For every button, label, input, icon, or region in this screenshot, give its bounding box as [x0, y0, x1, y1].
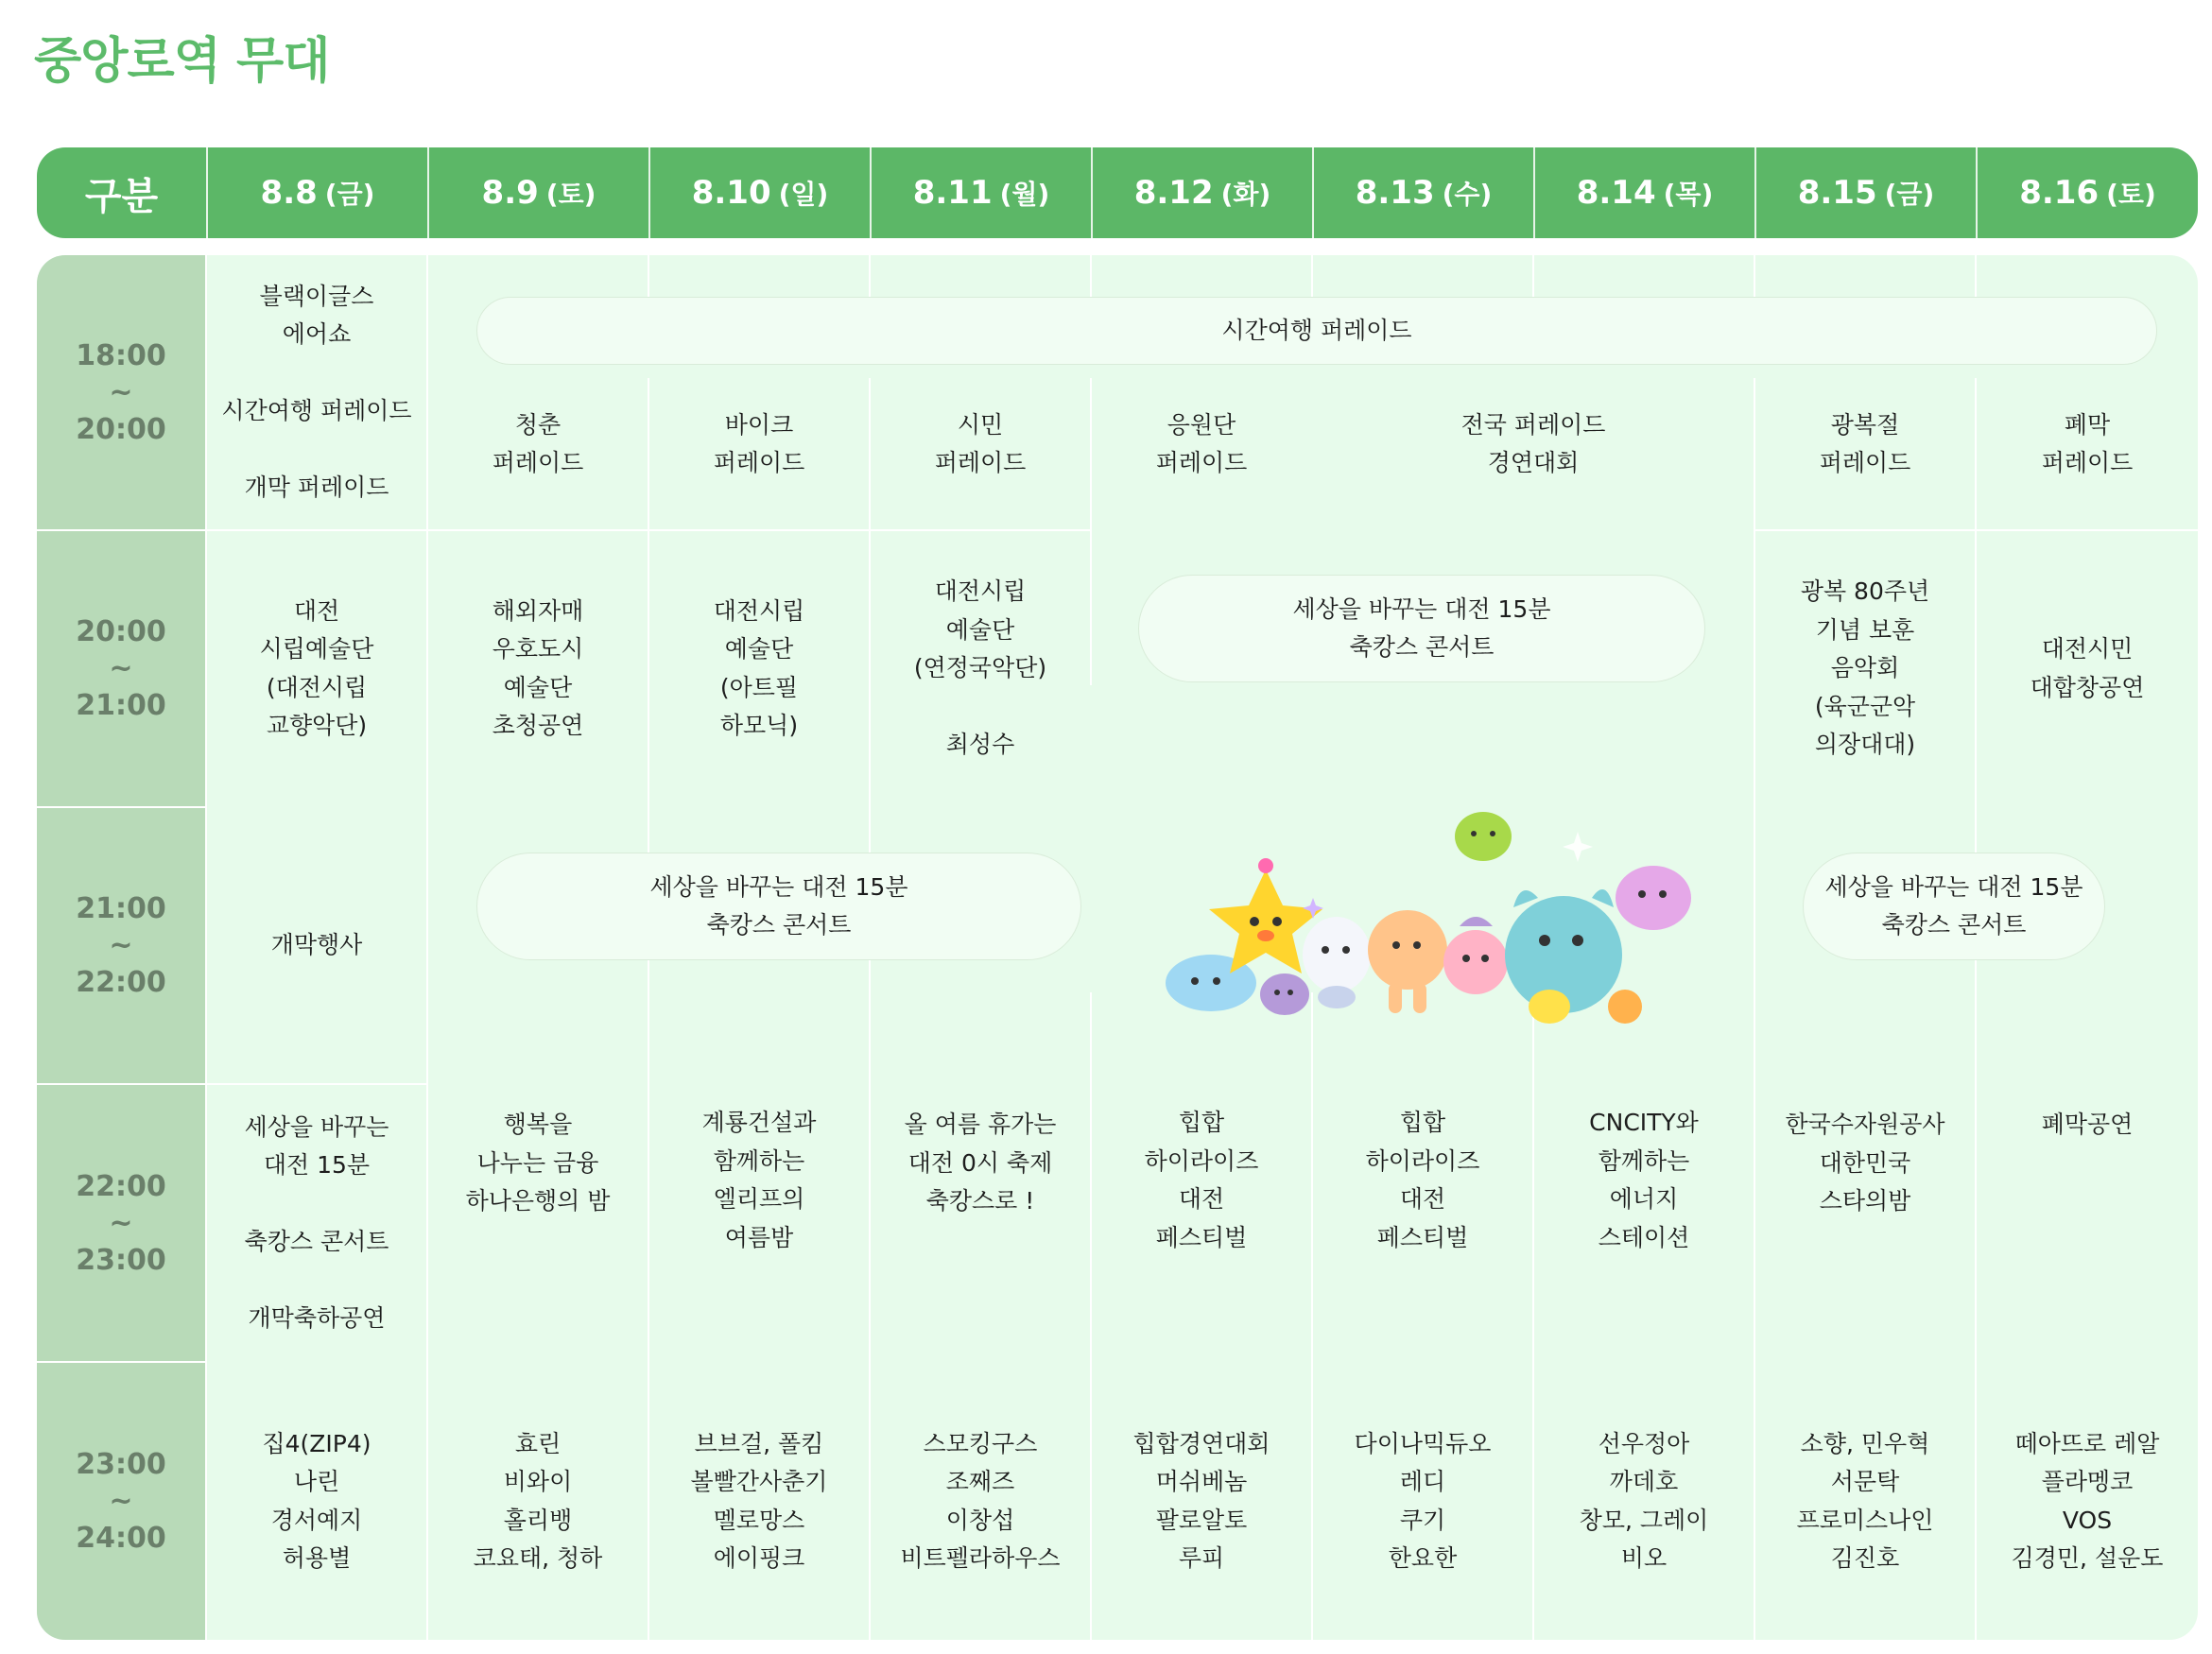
time-end: 24:00 — [76, 1522, 166, 1555]
time-end: 21:00 — [76, 689, 166, 722]
event-0811-2000 — [871, 531, 1090, 806]
header-date-0816 — [1976, 147, 2198, 238]
event-line: 나누는 금융 — [476, 1148, 599, 1177]
banner-label: 세상을 바꾸는 대전 15분 — [1824, 872, 2083, 901]
time-slot-2200-2300 — [37, 1085, 205, 1361]
date-label: 8.16 — [2019, 174, 2100, 212]
schedule-header — [37, 147, 2198, 238]
header-date-0809 — [427, 147, 648, 238]
event-line: 여름밤 — [724, 1223, 794, 1251]
date-label: 8.14 — [1576, 174, 1656, 212]
event-line: 쿠기 — [1399, 1506, 1446, 1534]
event-line: 하나은행의 밤 — [465, 1187, 611, 1215]
event-0814-2300 — [1534, 1363, 1754, 1640]
event-0810-2000 — [649, 531, 869, 806]
event-line: 까데호 — [1609, 1468, 1679, 1495]
event-line: 의장대대) — [1814, 731, 1916, 759]
event-line: 스테이션 — [1598, 1223, 1690, 1251]
time-end: 22:00 — [76, 966, 166, 999]
event-0810-2300 — [649, 1363, 869, 1640]
event-line: 페스티벌 — [1155, 1223, 1248, 1251]
event-line: 대전 — [1178, 1185, 1225, 1213]
header-date-0808 — [206, 147, 427, 238]
event-0811-2300 — [871, 1363, 1090, 1640]
page-title: 중앙로역 무대 — [34, 33, 330, 90]
time-sep: ~ — [109, 652, 133, 685]
weekday-label: (토) — [545, 179, 596, 210]
banner-label: 축캉스 콘서트 — [706, 911, 852, 939]
event-line: 우호도시 — [492, 635, 584, 663]
event-line: 집4(ZIP4) — [262, 1429, 372, 1457]
event-line: 시립예술단 — [259, 635, 374, 663]
event-line: 바이크 — [724, 410, 794, 439]
time-travel-parade-banner — [476, 297, 2157, 365]
event-line: 퍼레이드 — [934, 449, 1027, 476]
event-line: 기념 보훈 — [1815, 615, 1915, 644]
time-end: 20:00 — [76, 412, 166, 446]
event-line: 퍼레이드 — [1819, 449, 1911, 476]
event-line: 개막행사 — [270, 931, 363, 959]
event-line: 초청공연 — [492, 712, 584, 739]
event-line: 한국수자원공사 — [1785, 1111, 1945, 1138]
event-0809-2000 — [428, 531, 648, 806]
time-end: 23:00 — [76, 1243, 166, 1277]
event-0809-2300 — [428, 1363, 648, 1640]
event-0808-2300 — [207, 1363, 426, 1640]
event-0809-2200 — [428, 1106, 648, 1295]
event-line: 전국 퍼레이드 — [1460, 410, 1606, 439]
event-line: 힙합경연대회 — [1132, 1429, 1270, 1457]
header-date-0812 — [1091, 147, 1312, 238]
time-sep: ~ — [109, 929, 133, 962]
event-0812-2200 — [1092, 1104, 1311, 1293]
event-line: 멜로망스 — [713, 1506, 805, 1534]
event-0815-1800 — [1755, 388, 1975, 501]
event-0815-2300 — [1755, 1363, 1975, 1640]
time-sep: ~ — [109, 1485, 133, 1518]
event-line: 비오 — [1620, 1544, 1668, 1572]
event-line: 계룡건설과 — [701, 1109, 817, 1136]
event-line: 한요한 — [1388, 1544, 1458, 1572]
banner-label: 세상을 바꾸는 대전 15분 — [649, 872, 908, 901]
event-line: 김진호 — [1830, 1544, 1900, 1572]
event-line: 나린 — [293, 1468, 340, 1495]
event-line: 대전 — [293, 596, 340, 625]
date-label: 8.15 — [1797, 174, 1877, 212]
event-line: 최성수 — [945, 731, 1015, 759]
event-line-gap — [245, 1185, 389, 1224]
event-line: VOS — [2062, 1506, 2113, 1534]
event-0810-2200 — [649, 1104, 869, 1293]
event-line: 힙합 — [1399, 1109, 1446, 1136]
event-line: 음악회 — [1830, 654, 1900, 682]
event-0810-1800 — [649, 388, 869, 501]
header-date-0813 — [1312, 147, 1533, 238]
event-line: 예술단 — [945, 615, 1015, 644]
event-line-gap — [914, 688, 1046, 727]
date-label: 8.8 — [260, 174, 318, 212]
event-line: 대전시민 — [2041, 635, 2134, 663]
event-line: 응원단 — [1166, 410, 1236, 439]
event-line: 교향악단) — [266, 712, 368, 739]
event-line: 효린 — [514, 1429, 562, 1457]
event-line: 하모닉) — [719, 712, 799, 739]
event-line: 서문탁 — [1830, 1468, 1900, 1495]
event-line: 대전시립 — [934, 577, 1027, 606]
event-line: 대한민국 — [1819, 1148, 1911, 1177]
event-line: 대전 0시 축제 — [907, 1148, 1053, 1177]
event-0815-2200 — [1755, 1106, 1975, 1295]
event-line: 비와이 — [503, 1468, 573, 1495]
event-line-gap — [221, 354, 411, 393]
event-line: 페스티벌 — [1376, 1223, 1469, 1251]
banner-label: 축캉스 콘서트 — [1881, 911, 2027, 939]
event-line: 팔로알토 — [1155, 1506, 1248, 1534]
event-line: 블랙이글스 — [259, 282, 374, 310]
event-line: 홀리뱅 — [503, 1506, 573, 1534]
event-line: 개막 퍼레이드 — [244, 474, 389, 501]
event-line: 개막축하공연 — [248, 1304, 386, 1332]
event-line: 에어쇼 — [282, 320, 352, 348]
event-line: 프로미스나인 — [1796, 1506, 1934, 1534]
event-0814-2200 — [1534, 1104, 1754, 1293]
event-line: 행복을 — [503, 1111, 573, 1138]
event-line: 대전시립 — [713, 596, 805, 625]
time-start: 20:00 — [76, 615, 166, 648]
event-line: 플라멩코 — [2041, 1468, 2134, 1495]
weekday-label: (금) — [324, 179, 375, 210]
event-0813-2200 — [1313, 1104, 1532, 1293]
event-0812-2300 — [1092, 1363, 1311, 1640]
event-line: 퍼레이드 — [492, 449, 584, 476]
event-line: 대전 15분 — [263, 1151, 371, 1179]
time-sep: ~ — [109, 1206, 133, 1240]
time-start: 22:00 — [76, 1169, 166, 1203]
header-date-0814 — [1533, 147, 1754, 238]
event-0812-1800 — [1092, 388, 1311, 501]
event-line: (대전시립 — [266, 673, 368, 701]
event-line: 루피 — [1178, 1544, 1225, 1572]
event-0813-0814-1800 — [1313, 388, 1754, 501]
date-label: 8.9 — [481, 174, 539, 212]
event-line: 청춘 — [514, 410, 562, 439]
event-line: 이창섭 — [945, 1506, 1015, 1534]
event-line: 다이나믹듀오 — [1354, 1429, 1492, 1457]
event-line: 브브걸, 폴킴 — [694, 1429, 824, 1457]
event-line: 올 여름 휴가는 — [904, 1111, 1057, 1138]
event-line: 엘리프의 — [713, 1185, 805, 1213]
concert-banner-0812-0814 — [1138, 575, 1705, 682]
event-line: 축캉스로 ! — [925, 1187, 1035, 1215]
header-date-0815 — [1754, 147, 1976, 238]
event-line: 떼아뜨로 레알 — [2014, 1429, 2160, 1457]
event-line: 대전 — [1399, 1185, 1446, 1213]
event-line: 하이라이즈 — [1144, 1146, 1259, 1175]
event-line: 축캉스 콘서트 — [244, 1228, 389, 1255]
weekday-label: (금) — [1884, 179, 1935, 210]
concert-banner-0809-0811 — [476, 853, 1081, 960]
event-line: 선우정아 — [1598, 1429, 1690, 1457]
event-line: (아트필 — [719, 673, 799, 701]
event-0809-1800 — [428, 388, 648, 501]
event-line: 해외자매 — [492, 596, 584, 625]
event-line: 에너지 — [1609, 1185, 1679, 1213]
event-0808-2200 — [207, 1085, 426, 1361]
event-line: 폐막 — [2064, 410, 2111, 439]
banner-label: 세상을 바꾸는 대전 15분 — [1292, 594, 1551, 623]
weekday-label: (목) — [1663, 179, 1714, 210]
concert-banner-0815-0816 — [1803, 853, 2105, 960]
event-line: 예술단 — [724, 635, 794, 663]
weekday-label: (일) — [778, 179, 829, 210]
event-0815-2000 — [1755, 531, 1975, 806]
date-label: 8.11 — [912, 174, 993, 212]
header-date-0811 — [870, 147, 1091, 238]
weekday-label: (토) — [2106, 179, 2156, 210]
event-0808-2100 — [207, 808, 426, 1083]
event-line-gap — [221, 431, 411, 470]
event-line: 광복절 — [1830, 410, 1900, 439]
header-date-0810 — [648, 147, 870, 238]
event-line: 에이핑크 — [713, 1544, 805, 1572]
time-slot-2100-2200 — [37, 808, 205, 1083]
event-line: 세상을 바꾸는 — [244, 1112, 389, 1141]
weekday-label: (화) — [1220, 179, 1271, 210]
event-line: (연정국악단) — [913, 654, 1047, 682]
date-label: 8.12 — [1133, 174, 1214, 212]
event-line: 퍼레이드 — [713, 449, 805, 476]
event-0813-2300 — [1313, 1363, 1532, 1640]
event-line-gap — [245, 1262, 389, 1301]
time-slot-2300-2400 — [37, 1363, 205, 1640]
event-line: 김경민, 설운도 — [2011, 1544, 2164, 1572]
event-line: 경연대회 — [1487, 449, 1580, 476]
event-line: 함께하는 — [1598, 1146, 1690, 1175]
event-0816-2300 — [1977, 1363, 2198, 1640]
event-line: 레디 — [1399, 1468, 1446, 1495]
banner-label: 시간여행 퍼레이드 — [1221, 316, 1412, 344]
event-line: 퍼레이드 — [1155, 449, 1248, 476]
event-0816-2000 — [1977, 531, 2198, 806]
event-line: 비트펠라하우스 — [900, 1544, 1061, 1572]
event-line: 퍼레이드 — [2041, 449, 2134, 476]
event-line: 스타의밤 — [1819, 1187, 1911, 1215]
event-0816-2200 — [1977, 1106, 2198, 1295]
time-start: 21:00 — [76, 892, 166, 925]
event-line: 시간여행 퍼레이드 — [221, 397, 412, 424]
event-line: CNCITY와 — [1589, 1109, 1699, 1136]
event-line: (육군군악 — [1814, 692, 1916, 720]
event-line: 허용별 — [282, 1544, 352, 1572]
event-0808-1800 — [207, 255, 426, 529]
event-line: 경서예지 — [270, 1506, 363, 1534]
event-line: 대합창공연 — [2030, 673, 2145, 701]
event-0811-2200 — [871, 1106, 1090, 1295]
time-slot-2000-2100 — [37, 531, 205, 806]
event-line: 조째즈 — [945, 1468, 1015, 1495]
time-start: 18:00 — [76, 338, 166, 372]
date-label: 8.13 — [1355, 174, 1435, 212]
event-line: 광복 80주년 — [1800, 577, 1930, 606]
schedule-grid — [37, 255, 2198, 1640]
mascot-characters-illustration — [1162, 794, 1719, 1030]
time-sep: ~ — [109, 375, 133, 409]
header-corner: 구분 — [84, 174, 159, 218]
date-label: 8.10 — [691, 174, 771, 212]
event-line: 코요태, 청하 — [473, 1544, 603, 1572]
event-line: 힙합 — [1178, 1109, 1225, 1136]
event-line: 머쉬베놈 — [1155, 1468, 1248, 1495]
event-line: 함께하는 — [713, 1146, 805, 1175]
event-0808-2000 — [207, 531, 426, 806]
event-0811-1800 — [871, 388, 1090, 501]
event-line: 시민 — [957, 410, 1004, 439]
banner-label: 축캉스 콘서트 — [1349, 633, 1495, 661]
event-0816-1800 — [1977, 388, 2198, 501]
event-line: 볼빨간사춘기 — [690, 1468, 828, 1495]
event-line: 창모, 그레이 — [1579, 1506, 1709, 1534]
weekday-label: (월) — [999, 179, 1050, 210]
event-line: 하이라이즈 — [1365, 1146, 1480, 1175]
event-line: 소향, 민우혁 — [1800, 1429, 1930, 1457]
event-line: 폐막공연 — [2041, 1111, 2134, 1138]
event-line: 예술단 — [503, 673, 573, 701]
event-line: 스모킹구스 — [923, 1429, 1038, 1457]
time-slot-1800-2000 — [37, 255, 205, 529]
time-start: 23:00 — [76, 1448, 166, 1481]
weekday-label: (수) — [1442, 179, 1493, 210]
